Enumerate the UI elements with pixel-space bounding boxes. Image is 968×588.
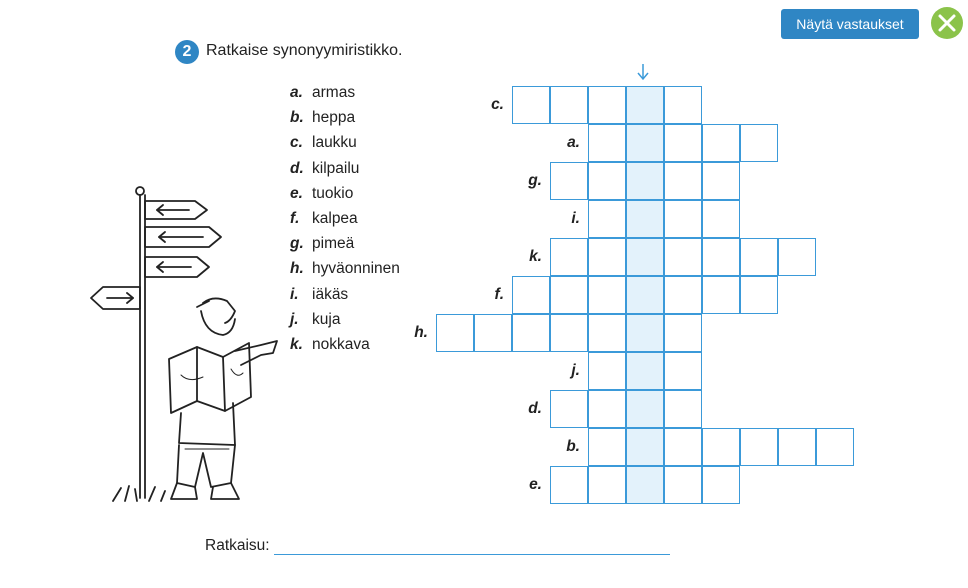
crossword-row-label: j. bbox=[571, 362, 580, 379]
clue-item bbox=[290, 210, 358, 232]
crossword-cell[interactable] bbox=[702, 466, 740, 504]
clue-item bbox=[290, 286, 348, 308]
crossword-solution-cell[interactable] bbox=[626, 314, 664, 352]
crossword-row-label: h. bbox=[414, 324, 428, 341]
clue-letter: c. bbox=[290, 134, 303, 152]
crossword-solution-cell[interactable] bbox=[626, 124, 664, 162]
crossword-cell[interactable] bbox=[512, 86, 550, 124]
close-button[interactable] bbox=[931, 7, 963, 39]
crossword-cell[interactable] bbox=[512, 276, 550, 314]
clue-letter: i. bbox=[290, 285, 299, 303]
crossword-cell[interactable] bbox=[664, 238, 702, 276]
crossword-cell[interactable] bbox=[550, 276, 588, 314]
crossword-cell[interactable] bbox=[550, 86, 588, 124]
crossword-cell[interactable] bbox=[436, 314, 474, 352]
solution-input[interactable] bbox=[274, 554, 670, 555]
clue-letter: a. bbox=[290, 84, 303, 101]
crossword-cell[interactable] bbox=[740, 428, 778, 466]
crossword-cell[interactable] bbox=[702, 200, 740, 238]
crossword-row-label: f. bbox=[494, 286, 504, 303]
crossword-cell[interactable] bbox=[664, 162, 702, 200]
clue-letter: g. bbox=[290, 235, 304, 253]
crossword-cell[interactable] bbox=[588, 162, 626, 200]
crossword-cell[interactable] bbox=[664, 124, 702, 162]
crossword-cell[interactable] bbox=[588, 314, 626, 352]
clue-item bbox=[290, 336, 370, 358]
crossword-solution-cell[interactable] bbox=[626, 200, 664, 238]
crossword-cell[interactable] bbox=[740, 238, 778, 276]
crossword-solution-cell[interactable] bbox=[626, 86, 664, 124]
crossword-row-label: e. bbox=[529, 476, 542, 493]
close-icon bbox=[931, 7, 963, 39]
hiker-signpost-illustration bbox=[85, 183, 280, 513]
crossword-cell[interactable] bbox=[778, 428, 816, 466]
crossword-cell[interactable] bbox=[664, 390, 702, 428]
crossword-solution-cell[interactable] bbox=[626, 352, 664, 390]
crossword-cell[interactable] bbox=[816, 428, 854, 466]
clue-word: pimeä bbox=[312, 235, 355, 253]
show-answers-button[interactable]: Näytä vastaukset bbox=[781, 9, 919, 39]
crossword-cell[interactable] bbox=[550, 314, 588, 352]
arrow-down-icon bbox=[634, 62, 652, 82]
clue-word: nokkava bbox=[312, 336, 370, 353]
crossword-cell[interactable] bbox=[588, 86, 626, 124]
crossword-solution-cell[interactable] bbox=[626, 428, 664, 466]
clue-item bbox=[290, 311, 340, 333]
clue-letter: k. bbox=[290, 336, 303, 353]
clue-word: laukku bbox=[312, 134, 357, 152]
task-number-badge: 2 bbox=[175, 40, 199, 64]
crossword-cell[interactable] bbox=[588, 390, 626, 428]
crossword-cell[interactable] bbox=[588, 466, 626, 504]
solution-label: Ratkaisu: bbox=[205, 537, 270, 554]
clue-word: armas bbox=[312, 84, 356, 101]
crossword-cell[interactable] bbox=[588, 200, 626, 238]
clue-letter: j. bbox=[290, 310, 299, 328]
crossword-row-label: d. bbox=[528, 400, 542, 417]
crossword-cell[interactable] bbox=[588, 124, 626, 162]
clue-word: kuja bbox=[312, 310, 341, 328]
crossword-solution-cell[interactable] bbox=[626, 390, 664, 428]
crossword-cell[interactable] bbox=[550, 390, 588, 428]
crossword-cell[interactable] bbox=[702, 428, 740, 466]
crossword-cell[interactable] bbox=[664, 200, 702, 238]
crossword-row-label: c. bbox=[491, 96, 504, 113]
crossword-cell[interactable] bbox=[664, 314, 702, 352]
clue-word: iäkäs bbox=[312, 285, 349, 303]
crossword-cell[interactable] bbox=[588, 238, 626, 276]
crossword-solution-cell[interactable] bbox=[626, 276, 664, 314]
crossword-cell[interactable] bbox=[588, 352, 626, 390]
crossword-cell[interactable] bbox=[778, 238, 816, 276]
crossword-cell[interactable] bbox=[740, 124, 778, 162]
crossword-cell[interactable] bbox=[664, 276, 702, 314]
crossword-cell[interactable] bbox=[702, 276, 740, 314]
crossword-row-label: a. bbox=[567, 134, 580, 151]
task-title: Ratkaise synonyymiristikko. bbox=[206, 42, 403, 59]
clue-item bbox=[290, 160, 359, 182]
crossword-cell[interactable] bbox=[740, 276, 778, 314]
clue-item bbox=[290, 185, 353, 207]
clue-word: kalpea bbox=[312, 210, 358, 227]
crossword-solution-cell[interactable] bbox=[626, 466, 664, 504]
crossword-cell[interactable] bbox=[588, 428, 626, 466]
crossword-cell[interactable] bbox=[664, 428, 702, 466]
crossword-cell[interactable] bbox=[702, 162, 740, 200]
crossword-cell[interactable] bbox=[702, 124, 740, 162]
crossword-cell[interactable] bbox=[588, 276, 626, 314]
clue-letter: d. bbox=[290, 159, 304, 177]
crossword-row-label: i. bbox=[571, 210, 580, 227]
clue-item bbox=[290, 235, 354, 257]
crossword-cell[interactable] bbox=[550, 238, 588, 276]
clue-item bbox=[290, 84, 355, 106]
crossword-solution-cell[interactable] bbox=[626, 162, 664, 200]
crossword-solution-cell[interactable] bbox=[626, 238, 664, 276]
clue-item bbox=[290, 109, 355, 131]
crossword-cell[interactable] bbox=[664, 466, 702, 504]
clue-word: heppa bbox=[312, 109, 356, 127]
crossword-row-label: g. bbox=[528, 172, 542, 189]
crossword-cell[interactable] bbox=[664, 86, 702, 124]
crossword-cell[interactable] bbox=[474, 314, 512, 352]
clue-letter: e. bbox=[290, 184, 303, 202]
crossword-cell[interactable] bbox=[550, 162, 588, 200]
crossword-cell[interactable] bbox=[512, 314, 550, 352]
crossword-row-label: k. bbox=[529, 248, 542, 265]
clue-letter: f. bbox=[290, 210, 300, 227]
crossword-cell[interactable] bbox=[550, 466, 588, 504]
crossword-cell[interactable] bbox=[702, 238, 740, 276]
clue-word: tuokio bbox=[312, 184, 354, 202]
clue-letter: h. bbox=[290, 260, 304, 278]
clue-word: kilpailu bbox=[312, 159, 360, 177]
crossword-cell[interactable] bbox=[664, 352, 702, 390]
clue-word: hyväonninen bbox=[312, 260, 400, 278]
clue-item bbox=[290, 260, 400, 282]
crossword-row-label: b. bbox=[566, 438, 580, 455]
clue-item bbox=[290, 134, 357, 156]
clue-letter: b. bbox=[290, 109, 304, 127]
